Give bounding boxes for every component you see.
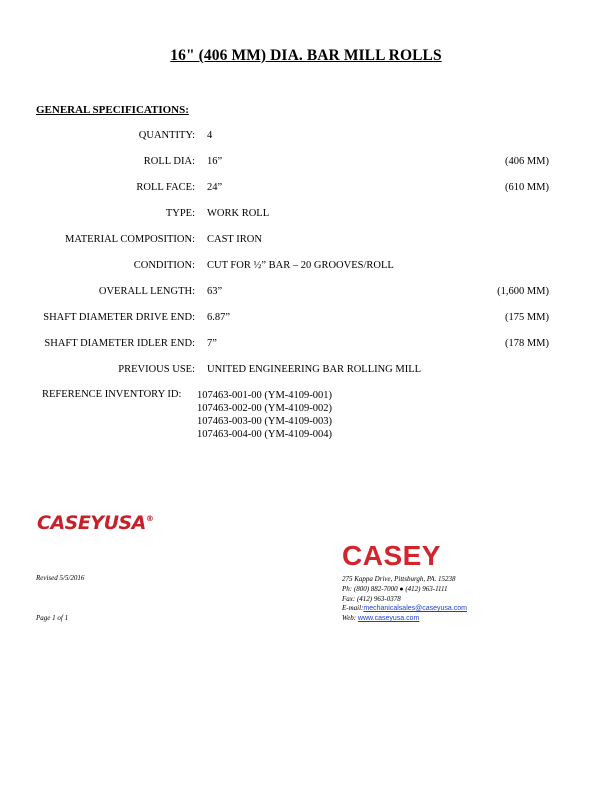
spec-row-type — [0, 208, 612, 222]
spec-row-condition — [0, 260, 612, 274]
spec-label: SHAFT DIAMETER IDLER END: — [44, 338, 195, 349]
spec-metric: (406 MM) — [504, 156, 549, 167]
web-label: Web: — [342, 614, 358, 623]
email-label: E-mail: — [342, 604, 364, 613]
caseyusa-logo — [37, 512, 153, 534]
reference-id: 107463-003-00 (YM-4109-003) — [197, 416, 333, 427]
spec-label: PREVIOUS USE: — [118, 364, 195, 375]
spec-label: OVERALL LENGTH: — [98, 286, 195, 297]
spec-row-shaft-idler-end — [0, 338, 612, 352]
spec-row-previous-use — [0, 364, 612, 378]
logo-text: CASEYUSA — [37, 512, 146, 534]
document-title: 16" (406 MM) DIA. BAR MILL ROLLS — [170, 47, 442, 64]
spec-value: CAST IRON — [207, 234, 262, 245]
spec-value: 16” — [207, 156, 223, 167]
spec-value: 63” — [207, 286, 223, 297]
spec-metric: (610 MM) — [504, 182, 549, 193]
reference-id-list — [197, 389, 332, 441]
spec-value: 4 — [207, 130, 213, 141]
reference-id: 107463-004-00 (YM-4109-004) — [197, 429, 333, 440]
reference-id: 107463-001-00 (YM-4109-001) — [197, 390, 333, 401]
spec-metric: (1,600 MM) — [497, 286, 549, 297]
spec-value: 7” — [207, 338, 217, 349]
spec-row-quantity — [0, 130, 612, 144]
section-heading: GENERAL SPECIFICATIONS: — [36, 104, 189, 116]
reference-label: REFERENCE INVENTORY ID: — [42, 389, 182, 400]
address: 275 Kappa Drive, Pittsburgh, PA. 15238 — [342, 575, 456, 583]
spec-row-material — [0, 234, 612, 248]
casey-logo: CASEY — [342, 540, 441, 571]
reference-id: 107463-002-00 (YM-4109-002) — [197, 403, 333, 414]
spec-label: SHAFT DIAMETER DRIVE END: — [43, 312, 195, 323]
spec-row-roll-face — [0, 182, 612, 196]
spec-label: QUANTITY: — [138, 130, 195, 141]
spec-value: UNITED ENGINEERING BAR ROLLING MILL — [207, 364, 422, 375]
registered-mark: ® — [145, 514, 154, 523]
spec-value: CUT FOR ½” BAR – 20 GROOVES/ROLL — [207, 260, 394, 271]
spec-label: ROLL FACE: — [136, 182, 195, 193]
spec-value: WORK ROLL — [207, 208, 270, 219]
phone: Ph: (800) 882-7000 ● (412) 963-1111 — [342, 584, 448, 593]
page-number: Page 1 of 1 — [36, 614, 69, 622]
spec-value: 24” — [207, 182, 223, 193]
web-line — [342, 614, 467, 624]
spec-row-overall-length — [0, 286, 612, 300]
email-link[interactable]: mechanicalsales@caseyusa.com — [363, 605, 467, 613]
web-link[interactable]: www.caseyusa.com — [357, 615, 420, 623]
spec-label: CONDITION: — [133, 260, 195, 271]
spec-value: 6.87” — [207, 312, 231, 323]
spec-row-roll-dia — [0, 156, 612, 170]
revised-date: Revised 5/5/2016 — [36, 574, 85, 582]
spec-metric: (175 MM) — [504, 312, 549, 323]
spec-label: ROLL DIA: — [143, 156, 195, 167]
spec-label: TYPE: — [165, 208, 195, 219]
fax: Fax: (412) 963-0378 — [342, 594, 401, 603]
spec-metric: (178 MM) — [504, 338, 549, 349]
email-line — [342, 604, 467, 614]
contact-block — [342, 575, 467, 624]
spec-row-shaft-drive-end — [0, 312, 612, 326]
spec-label: MATERIAL COMPOSITION: — [65, 234, 195, 245]
